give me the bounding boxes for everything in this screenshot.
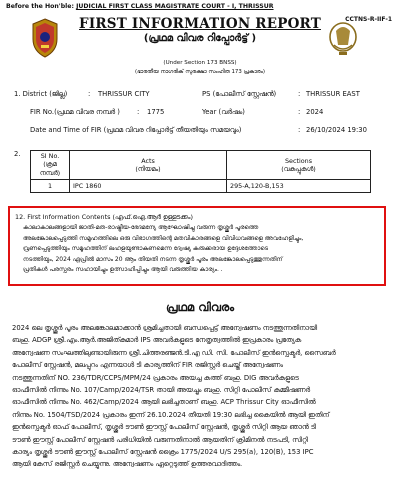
district-value: THRISSUR CITY	[98, 90, 150, 98]
narrative-line: 2024 ലെ തൃശ്ശൂർ പൂരം അലങ്കോലമാക്കാൻ ശ്രമിച്ചതായി ബന്ധപ്പെട്ട് അന്വേഷണം നടത്തുന്നതിനായി	[12, 324, 318, 332]
narrative-line: ആയി കേസ് രജിസ്റ്റർ ചെയ്യുന്നു. അന്വേഷണം ഏറ്റെടുത്ത് ഉത്തരവാദിത്തം.	[12, 460, 243, 469]
fir-value: 1775	[147, 108, 165, 116]
bnss-section: (Under Section 173 BNSS)	[163, 60, 237, 66]
fir-label: FIR No.(പ്രഥമ വിവര നമ്പർ )	[30, 108, 120, 116]
acts-number: 2.	[14, 150, 21, 158]
report-title-malayalam: (പ്രഥമ വിവര റിപ്പോർട്ട് )	[143, 33, 257, 44]
form-code: CCTNS-R-IIF-1	[345, 16, 392, 23]
col-sl: SI No. (ക്രമ നമ്പർ)	[31, 151, 70, 180]
narrative-line: കാര്യം തൃശ്ശൂർ ടൗൺ ഈസ്റ്റ് പോലീസ് സ്റ്റേഷൻ ക്രൈം 1775/2024 U/S 295(a), 120(B), 153 IPC	[12, 448, 314, 457]
narrative-line: ഓഫീസിൽ നിന്നും No. 107/Camp/2024/TSR തായി അയച്ചും ബഹു. സിറ്റി പോലീസ് കമ്മീഷണർ	[12, 386, 310, 395]
datetime-value: 26/10/2024 19:30	[306, 126, 367, 134]
cell-sections: 295-A,120-B,153	[227, 180, 371, 193]
fic-label: 12. First Information Contents (എഫ്.ഐ.ആർ ഉള്ളടക്കം)	[15, 213, 193, 221]
col-acts: Acts (നിയമം)	[70, 151, 227, 180]
narrative-title: പ്രഥമ വിവരം	[165, 300, 235, 314]
datetime-row: Date and Time of FIR (പ്രഥമ വിവര റിപ്പോർട്ട് തീയതിയും സമയവും) : 26/10/2024 19:30	[30, 126, 367, 134]
ps-value: THRISSUR EAST	[306, 90, 360, 98]
fic-contents	[23, 223, 378, 276]
col-sections: Sections (വകുപ്പുകൾ)	[227, 151, 371, 180]
bnss-section-malayalam: (ഭാരതീയ നാഗരിക് സുരക്ഷാ സംഹിത 173 പ്രകാരം)	[134, 69, 266, 75]
narrative-line: നടത്തുന്നതിന് NO. 236/TDR/CCPS/MPM/24 പ്രകാരം അയച്ച കത്ത് ബഹു. DIG അവർകളുടെ	[12, 373, 299, 382]
fir-row: FIR No.(പ്രഥമ വിവര നമ്പർ ) : 1775 Year (വർഷം) : 2024	[30, 108, 324, 116]
fic-line: വ്രണപ്പെടുത്തിയും സമൂഹത്തിന് ലഹളയുണ്ടാകണമെന്ന ദ്വേഷ്യ കരുക്കരായ ഉദ്ദേശത്തോടെ	[23, 245, 269, 253]
fic-line: കാലാകാലങ്ങളായി ജാതി-മത-രാഷ്ട്രീയ-ഭേദമന്യേ ആഘോഷിച്ചു വരുന്ന തൃശ്ശൂർ പൂരത്തെ	[23, 224, 259, 231]
narrative-line: ടൗൺ ഈസ്റ്റ് പോലീസ് സ്റ്റേഷൻ പരിധിയിൽ വരുന്നതിനാൽ ആയതിന് ക്രിമിനൽ നടപടി, സിറ്റി	[12, 435, 309, 444]
narrative-line: ബഹു. ADGP ശ്രീ.എം.ആർ.അജിത്കുമാർ IPS അവർകളുടെ നേതൃത്വത്തിൽ ഇപ്രകാരം പ്രത്യേക	[12, 336, 302, 345]
cell-act: IPC 1860	[70, 180, 227, 193]
narrative-line: ഇൻസ്പെക്ടർ ഓഫ് പോലീസ്, തൃശ്ശൂർ ടൗൺ ഈസ്റ്റ് പോലീസ് സ്റ്റേഷൻ, തൃശ്ശൂർ സിറ്റി ആയ ഞാൻ ടി	[12, 423, 316, 432]
cell-sl: 1	[31, 180, 70, 193]
ps-label: PS (പോലീസ് സ്റ്റേഷൻ)	[202, 90, 277, 98]
acts-table	[30, 150, 371, 193]
fic-line: പ്രതികൾ പരസ്പരം സഹായിച്ചും ഉത്സാഹിപ്പിച്ചും ആയി വരുത്തിയ കാര്യം. .	[23, 266, 223, 274]
narrative-body	[12, 322, 390, 471]
datetime-label: Date and Time of FIR (പ്രഥമ വിവര റിപ്പോർട്ട് തീയതിയും സമയവും)	[30, 126, 242, 134]
narrative-line: പോലീസ് സ്റ്റേഷൻ, മലപ്പുറം എന്നയാൾ ടി കാര്യത്തിന് FIR രജിസ്റ്റർ ചെയ്ത് അന്വേഷണം	[12, 361, 283, 370]
table-row	[31, 180, 371, 193]
acts-table-header	[31, 151, 371, 180]
narrative-line: ഓഫീസിൽ നിന്നും No. 462/Camp/2024 ആയി ലഭിച്ചതാണ് ബഹു. ACP Thrissur City ഓഫീസിൽ	[12, 398, 316, 407]
year-value: 2024	[306, 108, 324, 116]
district-label: 1. District (ജില്ല)	[14, 90, 68, 98]
court-prefix: Before the Hon'ble:	[6, 3, 74, 10]
fic-line: നടത്തിയും, 2024 ഏപ്രിൽ മാസം 20 ആം തിയതി നടന്ന തൃശ്ശൂർ പൂരം അലങ്കോലപ്പെടുത്തുന്നതിന്	[23, 255, 283, 263]
court-line	[6, 3, 274, 10]
narrative-line: അന്വേഷണ സംഘത്തിലുണ്ടായിരുന്ന ശ്രീ.ചിത്തരഞ്ജൻ.ടി.എ ഡി. സി. പോലീസ് ഇൻസ്പെക്ടർ, സൈബർ	[12, 348, 336, 357]
report-title: FIRST INFORMATION REPORT	[79, 16, 321, 32]
year-label: Year (വർഷം)	[202, 108, 245, 116]
court-name: JUDICIAL FIRST CLASS MAGISTRATE COURT - I, THRISSUR	[76, 3, 274, 10]
fic-line: അലങ്കോലപ്പെടുത്തി സമൂഹത്തിലെ ഒരു വിഭാഗത്തിന്റെ മതവികാരങ്ങളെ വിവിധവങ്ങളെ അവഹേളിച്ചും,	[23, 234, 304, 242]
narrative-line: നിന്നും No. 1504/TSD/2024 പ്രകാരം ഇന്ന് 26.10.2024 തീയതി 19:30 ലഭിച്ച കൈയിൽ ആയി ഇതിന്	[12, 410, 330, 419]
district-row: 1. District (ജില്ല) : THRISSUR CITY PS (പോലീസ് സ്റ്റേഷൻ) : THRISSUR EAST	[14, 90, 360, 98]
